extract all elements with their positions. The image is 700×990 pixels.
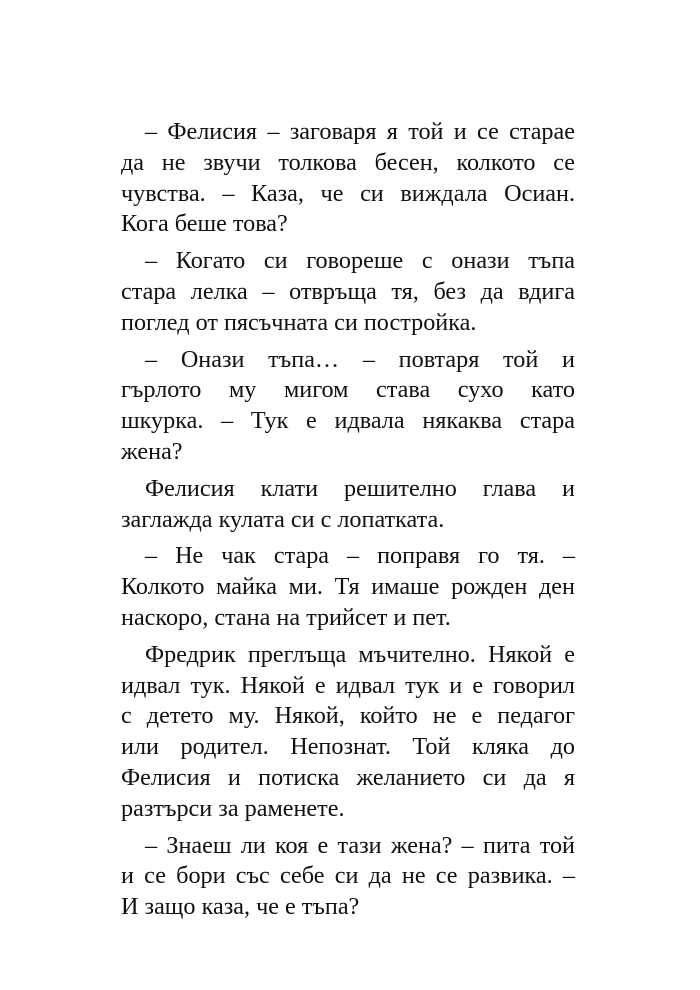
paragraph xyxy=(121,474,575,536)
text-line: наскоро, стана на трийсет и пет. xyxy=(121,603,451,631)
text-line: – Когато си говореше с онази тъпа xyxy=(145,247,575,275)
text-line: и се бори със себе си да не се развика. – xyxy=(121,862,575,890)
text-line: стара лелка – отвръща тя, без да вдига xyxy=(121,277,575,305)
text-line: идвал тук. Някой е идвал тук и е говорил xyxy=(121,671,575,699)
text-line: разтърси за раменете. xyxy=(121,794,345,822)
text-line: Колкото майка ми. Тя имаше рожден ден xyxy=(121,573,575,601)
text-line: Фредрик преглъща мъчително. Някой е xyxy=(145,640,575,668)
paragraph xyxy=(121,117,575,240)
paragraph xyxy=(121,831,575,923)
paragraph xyxy=(121,246,575,338)
body-text xyxy=(121,117,575,929)
text-line: заглажда кулата си с лопатката. xyxy=(121,505,445,533)
text-line: И защо каза, че е тъпа? xyxy=(121,893,360,921)
text-line: да не звучи толкова бесен, колкото се xyxy=(121,148,575,176)
text-line: – Фелисия – заговаря я той и се старае xyxy=(145,118,575,145)
text-line: Фелисия клати решително глава и xyxy=(145,474,575,502)
text-line: поглед от пясъчната си постройка. xyxy=(121,308,477,336)
text-line: Кога беше това? xyxy=(121,210,288,238)
text-line: шкурка. – Тук е идвала някаква стара xyxy=(121,407,575,435)
text-line: Фелисия и потиска желанието си да я xyxy=(121,763,575,791)
text-line: жена? xyxy=(121,437,183,465)
text-line: – Онази тъпа… – повтаря той и xyxy=(145,345,575,373)
paragraph xyxy=(121,345,575,468)
paragraph xyxy=(121,640,575,825)
paragraph xyxy=(121,541,575,633)
text-line: – Не чак стара – поправя го тя. – xyxy=(145,542,575,570)
text-line: с детето му. Някой, който не е педагог xyxy=(121,702,575,730)
text-line: или родител. Непознат. Той кляка до xyxy=(121,733,575,761)
text-line: гърлото му мигом става сухо като xyxy=(121,376,575,404)
text-line: чувства. – Каза, че си виждала Осиан. xyxy=(121,179,575,207)
text-line: – Знаеш ли коя е тази жена? – пита той xyxy=(145,831,575,859)
